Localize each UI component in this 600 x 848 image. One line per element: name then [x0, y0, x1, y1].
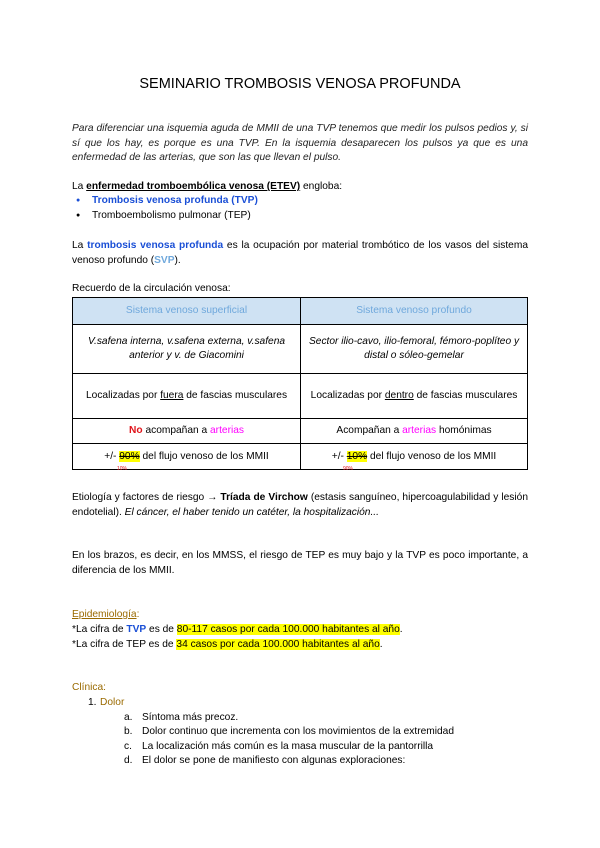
list-item: ● Tromboembolismo pulmonar (TEP): [72, 209, 258, 224]
list-item: a. Síntoma más precoz.: [124, 711, 239, 723]
list-item: ● Trombosis venosa profunda (TVP): [72, 194, 258, 209]
page-title: SEMINARIO TROMBOSIS VENOSA PROFUNDA: [139, 76, 461, 92]
list-item: b. Dolor continuo que incrementa con los movimientos de la extremidad: [124, 726, 455, 738]
epidemiologia-line-tvp: *La cifra de TVP es de 80-117 casos por cada 100.000 habitantes al año.: [72, 624, 403, 635]
table-cell: Sector ilio-cavo, ilio-femoral, fémoro-poplíteo y distal o sóleo-gemelar: [301, 325, 528, 374]
clinica-list: [72, 696, 454, 769]
table-header: Sistema venoso superficial: [73, 298, 301, 325]
recuerdo-label: Recuerdo de la circulación venosa:: [72, 283, 231, 294]
table-cell: Localizadas por dentro de fascias musculares: [301, 374, 528, 419]
etev-paragraph: La enfermedad tromboembólica venosa (ETEV) engloba:: [72, 181, 343, 192]
table-cell: No acompañan a arterias: [73, 419, 301, 444]
correction-note: 10%: [117, 466, 128, 472]
table-cell: +/- 10% del flujo venoso de los MMII: [301, 444, 528, 470]
table-header: Sistema venoso profundo: [301, 298, 528, 325]
epidemiologia-heading: Epidemiología:: [72, 609, 140, 620]
list-item: d. El dolor se pone de manifiesto con algunas exploraciones:: [124, 755, 406, 767]
brazos-paragraph: En los brazos, es decir, en los MMSS, el riesgo de TEP es muy bajo y la TVP es poco importante, a diferencia de los MMII.: [72, 550, 528, 576]
tvp-definition: La trombosis venosa profunda es la ocupación por material trombótico de los vasos del sistema venoso profundo (SVP).: [72, 240, 528, 266]
intro-paragraph: Para diferenciar una isquemia aguda de MMII de una TVP tenemos que medir los pulsos pedios y, si sí que los hay, es porque es una TVP. En la isquemia desaparecen los pulsos ya que es una enfermedad de las arterias, que son las que llevan el pulso.: [72, 123, 528, 164]
clinica-sublist: [72, 711, 454, 769]
clinica-heading: Clínica:: [72, 682, 106, 693]
epidemiologia-line-tep: *La cifra de TEP es de 34 casos por cada 100.000 habitantes al año.: [72, 639, 383, 650]
etev-list: [72, 194, 258, 223]
table-cell: +/- 90% del flujo venoso de los MMII: [73, 444, 301, 470]
correction-note: 90%: [343, 466, 354, 472]
etiologia-paragraph: Etiología y factores de riesgo → Tríada de Virchow (estasis sanguíneo, hipercoagulabilidad y lesión endotelial). El cáncer, el haber tenido un catéter, la hospitalización...: [72, 492, 528, 518]
list-item: 1. Dolor: [88, 697, 125, 708]
list-item: c. La localización más común es la masa muscular de la pantorrilla: [124, 740, 434, 752]
venous-system-table: [72, 297, 528, 470]
table-cell: Localizadas por fuera de fascias musculares: [73, 374, 301, 419]
etev-term: enfermedad tromboembólica venosa (ETEV): [86, 181, 301, 192]
table-cell: V.safena interna, v.safena externa, v.safena anterior y v. de Giacomini: [73, 325, 301, 374]
table-cell: Acompañan a arterias homónimas: [301, 419, 528, 444]
